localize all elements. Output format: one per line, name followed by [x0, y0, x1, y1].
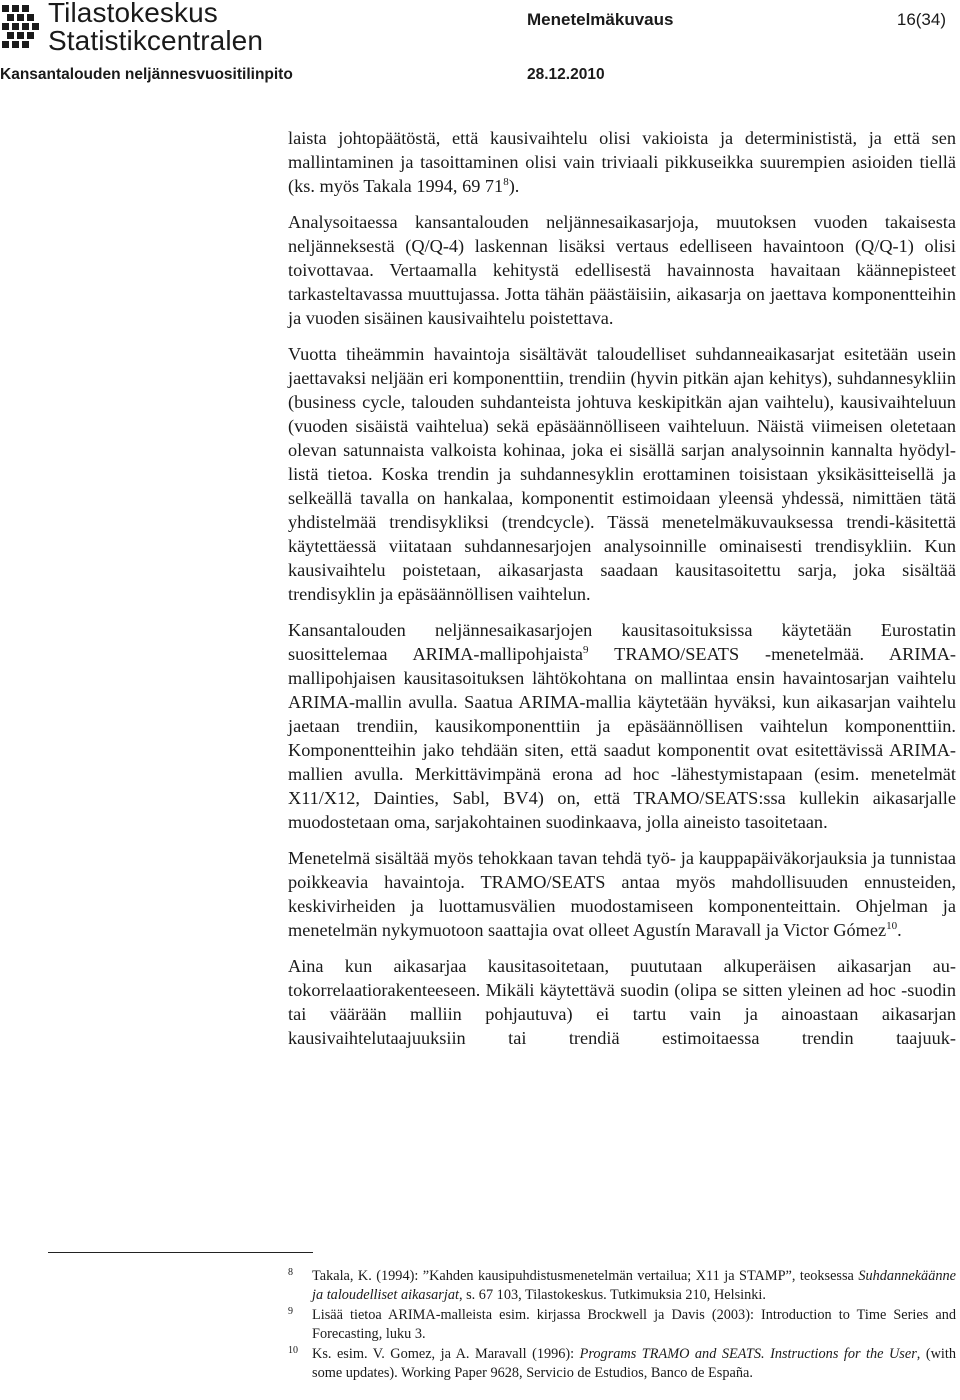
logo-line-1: Tilastokeskus	[48, 0, 218, 28]
footnote-9: 9 Lisää tietoa ARIMA-malleista esim. kirjassa Brockwell ja Davis (2003): Introduction to Time Series and Forecasting, luku 3.	[288, 1306, 956, 1342]
footnote-8: 8 Takala, K. (1994): ”Kahden kausipuhdistusmenetelmän vertailua; X11 ja STAMP”, teoksessa Suhdannekäänne ja taloudelliset aikasarjat, s. 67 103, Tilastokeskus. Tutkimuksia 210, Helsinki.	[288, 1267, 956, 1303]
paragraph-1	[288, 126, 956, 198]
paragraph-5	[288, 846, 956, 942]
document-date: 28.12.2010	[527, 66, 605, 83]
page-number: 16(34)	[896, 10, 946, 29]
paragraph-6: Aina kun aikasarjaa kausitasoitetaan, puututaan alkuperäisen aikasarjan autokorrelaatiorakenteeseen. Mikäli käytettävä suodin (olipa se sitten yleinen ad hoc -suodin tai väärään malliin pohjautuva) ei tartu vain ja ainoastaan aikasarjan kausivaihtelutaajuuksiin tai trendiä estimoitaessa trendin taajuuk-	[288, 956, 956, 1048]
body-text	[288, 126, 956, 1062]
paragraph-2: Analysoitaessa kansantalouden neljännesaikasarjoja, muutoksen vuoden takaisesta neljänneksestä (Q/Q-4) laskennan lisäksi vertaus edelliseen havaintoon (Q/Q-1) olisi toivottavaa. Vertaamalla kehitystä edellisestä havainnosta havaitaan käännepisteet tarkasteltavassa muuttujassa. Jotta tähän päästäisiin, aikasarja on jaettava komponentteihin ja vuoden sisäinen kausivaihtelu poistettava.	[288, 212, 956, 328]
footnote-ref-8: 8	[503, 175, 509, 188]
footnote-italic-title: Programs TRAMO and SEATS. Instructions for the User	[579, 1346, 917, 1362]
paragraph-4	[288, 618, 956, 834]
footnote-10: 10 Ks. esim. V. Gomez, ja A. Maravall (1996): Programs TRAMO and SEATS. Instructions for the User, (with some updates). Working Paper 9628, Servicio de Estudios, Banco de España.	[288, 1345, 956, 1381]
logo-mark-icon	[2, 3, 42, 53]
footnote-separator	[48, 1252, 313, 1253]
paragraph-3: Vuotta tiheämmin havaintoja sisältävät taloudelliset suhdanneaikasarjat esitetään usein jaettavaksi neljään eri komponenttiin, trendiin (hyvin pitkän ajan kehitys), suhdannesykliin (business cycle, talouden suhdanteista johtuva keskipitkän ajan vaihtelu), kausivaihteluun (vuoden sisäistä vaihtelua) sekä epäsäännölliseen vaihteluun. Näistä viimeisen oletetaan olevan satunnaista valkoista kohinaa, joka ei sisällä sarjan analysoinnin kannalta hyödyllistä tietoa. Koska trendin ja suhdannesyklin erottaminen toisistaan yksikäsitteisellä ja selkeällä tavalla on hankalaa, komponentit estimoidaan yleensä yhdessä, nimittäen tätä yhdistelmää trendisykliksi (trendcycle). Tässä menetelmäkuvauksessa trendi-käsitettä käytettäessä viitataan suhdannesarjojen analysoinnille ominaisesti trendisykliin. Kun kausivaihtelu poistetaan, aikasarjasta saadaan kausitasoitettu sarja, joka sisältää trendisyklin ja epäsäännöllisen vaihtelun.	[288, 344, 956, 604]
paragraph-4-text: Kansantalouden neljännesaikasarjojen kausitasoituksissa käytetään Eurostatin suosittelemaa ARIMA-mallipohjaista	[288, 620, 956, 664]
paragraph-5-text: Menetelmä sisältää myös tehokkaan tavan tehdä työ- ja kauppapäiväkorjauksia ja tunnistaa poikkeavia havaintoja. TRAMO/SEATS antaa myös mahdollisuuden ennusteiden, keskivirheiden ja luottamusvälien muodostamiseen komponenteittain. Ohjelman ja menetelmän nykymuotoon saattajia ovat olleet Agustín Maravall ja Victor Gómez	[288, 848, 956, 940]
footnotes	[288, 1267, 956, 1383]
paragraph-1-end: ).	[508, 176, 520, 196]
footnote-italic-title: Suhdannekäänne ja taloudelliset aikasarjat	[312, 1268, 956, 1303]
paragraph-4-rest: TRAMO/SEATS -menetelmää. ARIMA-mallipohjaisen kausitasoituksen lähtökohtana on mallintaa ensin havaintosarjan vaihtelu ARIMA-mallin avulla. Saatua ARIMA-mallia käytetään hyväksi, kun aikasarjan vaihtelu jaetaan trendiin, kausikomponenttiin ja epäsäännöllisen vaihtelun komponenttiin. Komponentteihin jako tehdään siten, että saadut komponentit ovat esitettävissä ARIMA-mallien avulla. Merkittävimpänä erona ad hoc -lähestymistapaan (esim. menetelmät X11/X12, Dainties, Sabl, BV4) on, että TRAMO/SEATS:ssa kullekin aikasarjalle muodostetaan oma, sarjakohtainen suodinkaava, jolla aineisto tasoitetaan.	[288, 644, 956, 832]
footnote-text: Lisää tietoa ARIMA-malleista esim. kirjassa Brockwell ja Davis (2003): Introduction to Time Series and Forecasting, luku 3.	[312, 1307, 956, 1342]
footnote-text: Takala, K. (1994): ”Kahden kausipuhdistusmenetelmän vertailua; X11 ja STAMP”, teoksessa	[312, 1268, 859, 1284]
document-subtitle: Kansantalouden neljännesvuositilinpito	[0, 66, 293, 83]
footnote-ref-10: 10	[886, 919, 898, 932]
document-title: Menetelmäkuvaus	[527, 10, 674, 29]
footnote-ref-9: 9	[583, 643, 589, 656]
footnote-text-end: , s. 67 103, Tilastokeskus. Tutkimuksia 210, Helsinki.	[458, 1287, 766, 1303]
footnote-text-end: , (with some updates). Working Paper 9628, Servicio de Estudios, Banco de España.	[312, 1346, 956, 1381]
logo-line-2: Statistikcentralen	[48, 25, 264, 56]
paragraph-1-text: laista johtopäätöstä, että kausivaihtelu olisi vakioista ja determinististä, ja että sen mallintaminen ja tasoittaminen olisi vain triviaali pikkuseikka suurempien asioiden tiellä (ks. myös Takala 1994, 69 71	[288, 128, 956, 196]
tilastokeskus-logo	[0, 0, 264, 56]
footnote-text: Ks. esim. V. Gomez, ja A. Maravall (1996):	[312, 1346, 580, 1362]
paragraph-5-end: .	[897, 920, 902, 940]
